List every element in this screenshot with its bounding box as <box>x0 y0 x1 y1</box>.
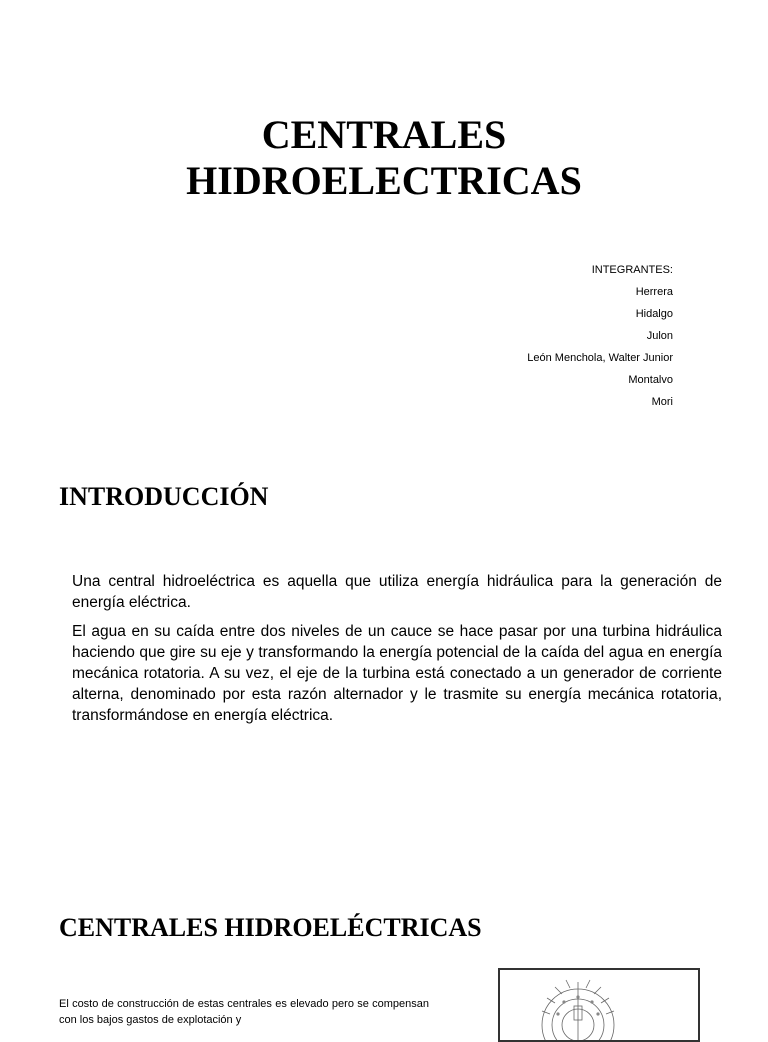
intro-body <box>72 571 722 734</box>
turbine-diagram-icon <box>500 970 698 1040</box>
member-name: Montalvo <box>628 374 673 386</box>
member-name: León Menchola, Walter Junior <box>527 352 673 364</box>
member-name: Julon <box>646 330 673 342</box>
title-line-1: CENTRALES <box>261 112 507 157</box>
section2-paragraph: El costo de construcción de estas centrales es elevado pero se compensan con los bajos gastos de explotación y <box>59 998 429 1026</box>
turbine-figure <box>498 968 700 1042</box>
member-name: Herrera <box>635 286 673 298</box>
member-name: Hidalgo <box>635 308 673 320</box>
document-title <box>0 112 768 204</box>
intro-paragraph: El agua en su caída entre dos niveles de un cauce se hace pasar por una turbina hidráulica haciendo que gire su eje y transformando la energía potencial de la caída del agua en energía mecánica rotatoria. A su vez, el eje de la turbina está conectado a un generador de corriente alterna, denominado por esta razón alternador y le trasmite su energía mecánica rotatoria, transformándose en energía eléctrica. <box>72 623 722 724</box>
members-heading: INTEGRANTES: <box>591 264 673 276</box>
member-name: Mori <box>651 396 673 408</box>
title-line-2: HIDROELECTRICAS <box>186 158 582 203</box>
intro-paragraph: Una central hidroeléctrica es aquella que utiliza energía hidráulica para la generación de energía eléctrica. <box>72 573 722 611</box>
members-list <box>527 259 673 413</box>
intro-heading: INTRODUCCIÓN <box>59 482 269 511</box>
section2-heading: CENTRALES HIDROELÉCTRICAS <box>59 913 482 942</box>
